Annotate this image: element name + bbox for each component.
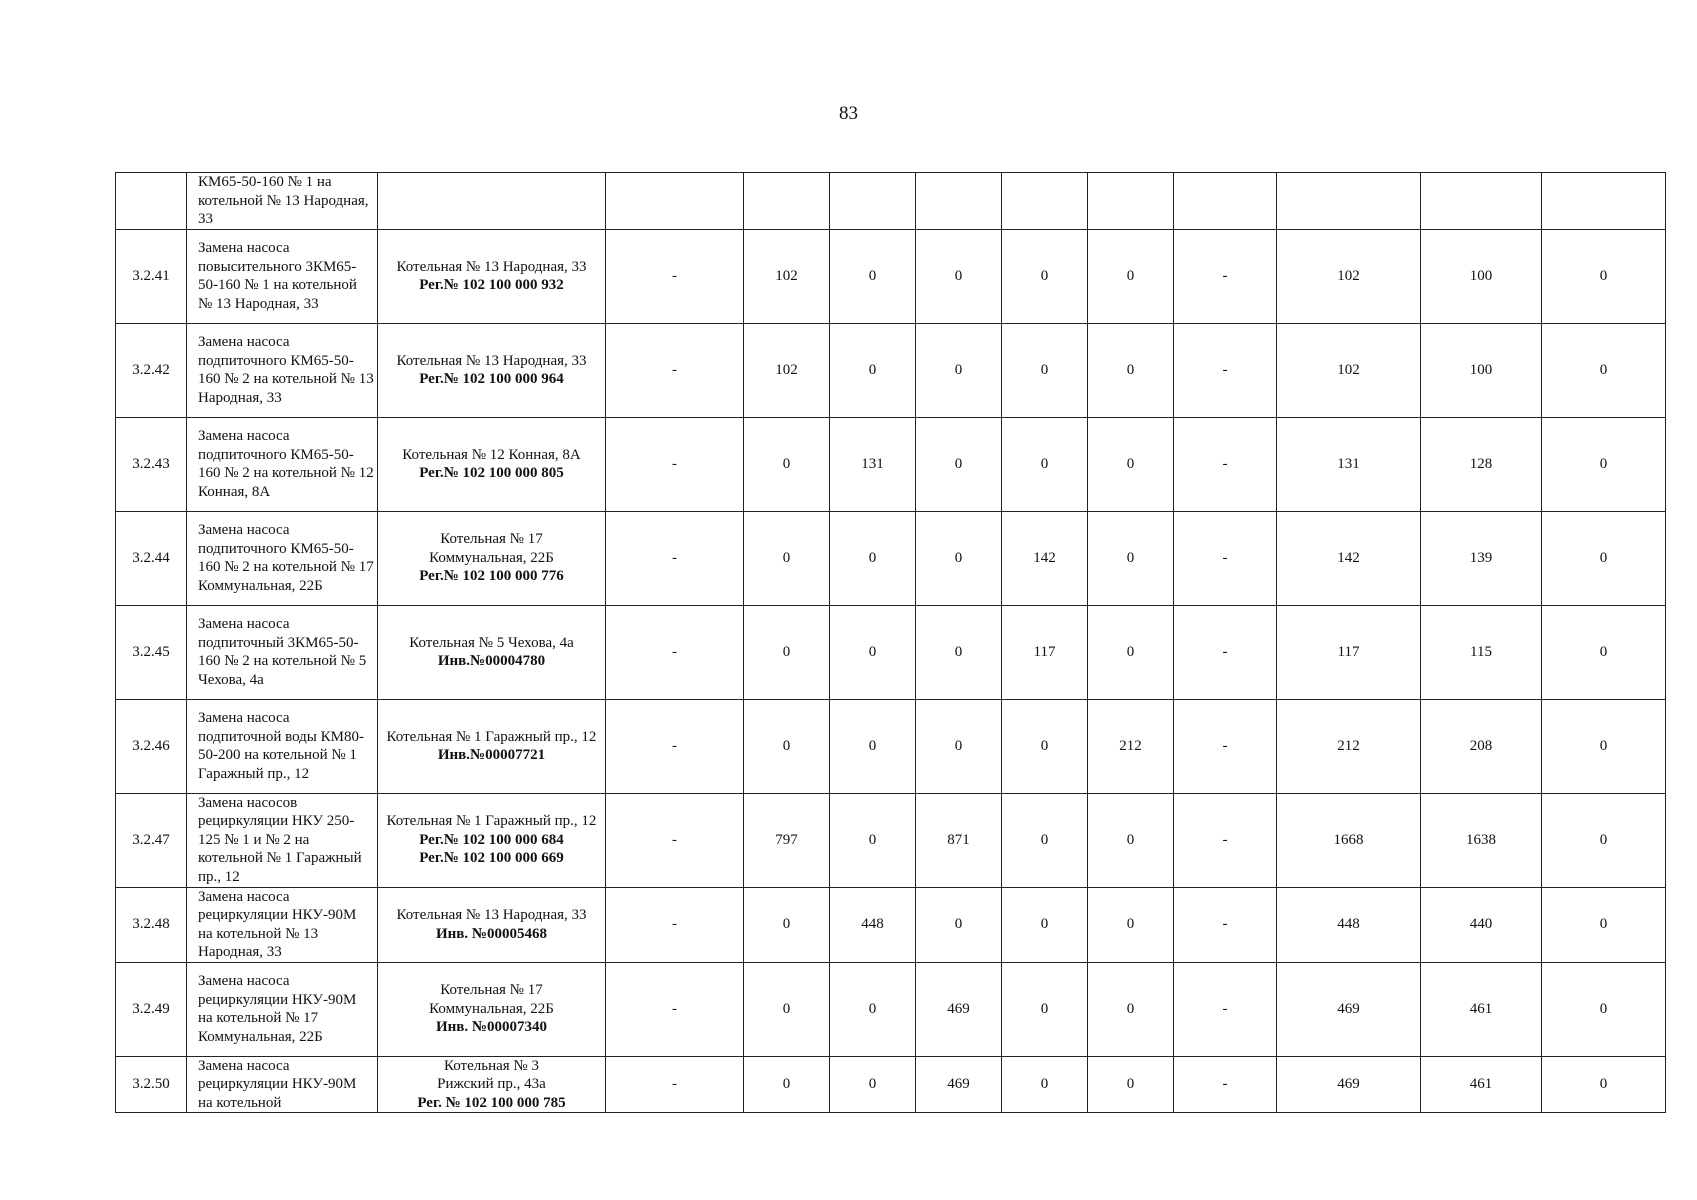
col-2022-cell: 0 [830,962,916,1056]
col-remain-cell: 0 [1542,605,1666,699]
col-a-cell: - [606,887,744,962]
object-location [378,1056,606,1113]
object-address: Котельная № 13 Народная, 33 [396,907,587,923]
object-address: Котельная № 17 [440,982,543,999]
col-remain-cell: 0 [1542,229,1666,323]
col-total-cell: 469 [1277,1056,1421,1113]
col-2025-cell: 0 [1088,229,1174,323]
col-a-cell: - [606,962,744,1056]
col-total-cell: 117 [1277,605,1421,699]
col-2021-cell: 0 [744,887,830,962]
object-address: Котельная № 1 Гаражный пр., 12 [386,813,597,830]
col-a-cell [606,173,744,230]
col-2021-cell: 0 [744,962,830,1056]
col-total-vat-cell [1421,173,1542,230]
col-b-cell: - [1174,229,1277,323]
col-2021-cell: 102 [744,229,830,323]
col-2023-cell: 0 [916,323,1002,417]
object-address: Котельная № 3 [444,1057,539,1074]
col-2023-cell: 0 [916,605,1002,699]
table-row [116,229,1666,323]
col-2023-cell: 0 [916,229,1002,323]
col-remain-cell: 0 [1542,511,1666,605]
col-total-cell: 102 [1277,323,1421,417]
col-b-cell: - [1174,323,1277,417]
col-2024-cell [1002,173,1088,230]
table-row [116,605,1666,699]
col-2023-cell: 0 [916,699,1002,793]
registration-number: Рег.№ 102 100 000 669 [419,850,564,867]
col-2022-cell: 131 [830,417,916,511]
col-a-cell: - [606,793,744,887]
work-description: Замена насоса подпиточного КМ65-50-160 № 2 на котельной № 13 Народная, 33 [187,323,378,417]
object-address: Котельная № 12 Конная, 8А [402,446,581,463]
col-2024-cell: 0 [1002,323,1088,417]
row-number: 3.2.45 [116,605,187,699]
col-2023-cell: 0 [916,887,1002,962]
col-b-cell: - [1174,699,1277,793]
registration-number: Инв.№00007721 [437,747,546,763]
page-number: 83 [839,103,858,124]
col-total-cell: 131 [1277,417,1421,511]
col-total-vat-cell: 128 [1421,417,1542,511]
object-location [378,417,606,511]
col-2023-cell: 469 [916,962,1002,1056]
col-a-cell: - [606,323,744,417]
col-2021-cell: 102 [744,323,830,417]
object-address: Рижский пр., 43а [437,1076,546,1092]
col-2024-cell: 0 [1002,417,1088,511]
col-2024-cell: 142 [1002,511,1088,605]
col-2025-cell: 0 [1088,323,1174,417]
col-2024-cell: 0 [1002,887,1088,962]
work-description: Замена насоса рециркуляции НКУ-90М на котельной № 17 Коммунальная, 22Б [187,962,378,1056]
col-total-vat-cell: 1638 [1421,793,1542,887]
col-2024-cell: 0 [1002,699,1088,793]
col-b-cell: - [1174,1056,1277,1113]
table-row [116,1056,1666,1113]
col-2021-cell: 0 [744,511,830,605]
table-row [116,962,1666,1056]
col-total-vat-cell: 115 [1421,605,1542,699]
row-number: 3.2.49 [116,962,187,1056]
col-2025-cell [1088,173,1174,230]
registration-number: Рег.№ 102 100 000 684 [419,831,564,848]
object-address: Коммунальная, 22Б [429,549,554,566]
col-remain-cell: 0 [1542,699,1666,793]
col-b-cell: - [1174,511,1277,605]
col-2022-cell: 0 [830,605,916,699]
object-location [378,699,606,793]
investment-table [115,172,1666,1113]
object-location [378,173,606,230]
object-address: Котельная № 13 Народная, 33 [396,352,587,369]
col-total-cell: 1668 [1277,793,1421,887]
col-b-cell: - [1174,605,1277,699]
row-number: 3.2.41 [116,229,187,323]
col-2021-cell: 0 [744,1056,830,1113]
col-a-cell: - [606,699,744,793]
col-2024-cell: 0 [1002,1056,1088,1113]
col-remain-cell [1542,173,1666,230]
col-a-cell: - [606,511,744,605]
col-b-cell: - [1174,887,1277,962]
col-2025-cell: 0 [1088,511,1174,605]
row-number: 3.2.43 [116,417,187,511]
col-total-vat-cell: 461 [1421,962,1542,1056]
col-2021-cell: 0 [744,605,830,699]
work-description: Замена насоса подпиточной воды КМ80-50-200 на котельной № 1 Гаражный пр., 12 [187,699,378,793]
col-2022-cell: 0 [830,323,916,417]
col-2025-cell: 0 [1088,605,1174,699]
col-a-cell: - [606,417,744,511]
work-description: Замена насоса подпиточного КМ65-50-160 № 2 на котельной № 12 Конная, 8А [187,417,378,511]
col-2025-cell: 0 [1088,962,1174,1056]
table-row [116,699,1666,793]
col-2023-cell: 0 [916,417,1002,511]
col-remain-cell: 0 [1542,887,1666,962]
object-address: Котельная № 13 Народная, 33 [396,258,587,275]
registration-number: Инв. №00007340 [436,1019,547,1036]
registration-number: Рег. № 102 100 000 785 [417,1094,566,1111]
col-b-cell: - [1174,962,1277,1056]
col-2021-cell [744,173,830,230]
col-2024-cell: 117 [1002,605,1088,699]
work-description: Замена насоса рециркуляции НКУ-90М на котельной № 13 Народная, 33 [187,887,378,962]
row-number: 3.2.50 [116,1056,187,1113]
work-description: Замена насоса подпиточного КМ65-50-160 № 2 на котельной № 17 Коммунальная, 22Б [187,511,378,605]
col-remain-cell: 0 [1542,323,1666,417]
row-number: 3.2.42 [116,323,187,417]
col-2022-cell [830,173,916,230]
row-number: 3.2.47 [116,793,187,887]
object-location [378,605,606,699]
col-2025-cell: 0 [1088,793,1174,887]
col-2021-cell: 0 [744,417,830,511]
col-2023-cell: 469 [916,1056,1002,1113]
object-location [378,887,606,962]
col-2025-cell: 212 [1088,699,1174,793]
col-total-vat-cell: 208 [1421,699,1542,793]
col-total-vat-cell: 440 [1421,887,1542,962]
object-location [378,323,606,417]
object-address: Котельная № 1 Гаражный пр., 12 [386,728,597,745]
col-remain-cell: 0 [1542,962,1666,1056]
col-2023-cell: 871 [916,793,1002,887]
col-b-cell: - [1174,793,1277,887]
col-remain-cell: 0 [1542,1056,1666,1113]
row-number [116,173,187,230]
col-total-vat-cell: 100 [1421,229,1542,323]
col-2021-cell: 0 [744,699,830,793]
table-row [116,173,1666,230]
col-total-cell: 448 [1277,887,1421,962]
registration-number: Рег.№ 102 100 000 964 [419,371,564,387]
col-a-cell: - [606,1056,744,1113]
table-row [116,511,1666,605]
table-body [116,173,1666,1113]
registration-number: Рег.№ 102 100 000 776 [419,568,564,585]
col-2025-cell: 0 [1088,1056,1174,1113]
work-description: Замена насоса рециркуляции НКУ-90М на котельной [187,1056,378,1113]
col-2024-cell: 0 [1002,793,1088,887]
row-number: 3.2.44 [116,511,187,605]
table-row [116,793,1666,887]
col-2023-cell: 0 [916,511,1002,605]
object-address: Коммунальная, 22Б [429,1000,554,1017]
table-row [116,323,1666,417]
work-description: Замена насоса подпиточный 3КМ65-50-160 № 2 на котельной № 5 Чехова, 4а [187,605,378,699]
col-2024-cell: 0 [1002,962,1088,1056]
col-b-cell: - [1174,417,1277,511]
col-total-cell: 142 [1277,511,1421,605]
object-address: Котельная № 5 Чехова, 4а [409,634,574,651]
registration-number: Инв. №00005468 [436,925,547,942]
work-description: Замена насоса повысительного 3КМ65-50-160 № 1 на котельной № 13 Народная, 33 [187,229,378,323]
col-total-vat-cell: 100 [1421,323,1542,417]
object-location [378,962,606,1056]
col-2022-cell: 0 [830,1056,916,1113]
object-address: Котельная № 17 [440,531,543,548]
col-2022-cell: 0 [830,511,916,605]
col-total-vat-cell: 139 [1421,511,1542,605]
object-location [378,793,606,887]
row-number: 3.2.46 [116,699,187,793]
work-description: Замена насосов рециркуляции НКУ 250-125 № 1 и № 2 на котельной № 1 Гаражный пр., 12 [187,793,378,887]
col-total-cell [1277,173,1421,230]
work-description: КМ65-50-160 № 1 на котельной № 13 Народная, 33 [187,173,378,230]
col-remain-cell: 0 [1542,417,1666,511]
registration-number: Рег.№ 102 100 000 805 [419,465,564,481]
object-location [378,511,606,605]
object-location [378,229,606,323]
col-2022-cell: 0 [830,793,916,887]
table-row [116,417,1666,511]
col-total-vat-cell: 461 [1421,1056,1542,1113]
col-2025-cell: 0 [1088,417,1174,511]
col-b-cell [1174,173,1277,230]
col-total-cell: 102 [1277,229,1421,323]
col-a-cell: - [606,229,744,323]
registration-number: Инв.№00004780 [437,653,546,669]
registration-number: Рег.№ 102 100 000 932 [419,277,564,293]
col-total-cell: 212 [1277,699,1421,793]
col-2021-cell: 797 [744,793,830,887]
table-row [116,887,1666,962]
col-a-cell: - [606,605,744,699]
col-remain-cell: 0 [1542,793,1666,887]
col-2022-cell: 0 [830,699,916,793]
col-total-cell: 469 [1277,962,1421,1056]
col-2023-cell [916,173,1002,230]
row-number: 3.2.48 [116,887,187,962]
col-2024-cell: 0 [1002,229,1088,323]
col-2022-cell: 0 [830,229,916,323]
col-2025-cell: 0 [1088,887,1174,962]
col-2022-cell: 448 [830,887,916,962]
